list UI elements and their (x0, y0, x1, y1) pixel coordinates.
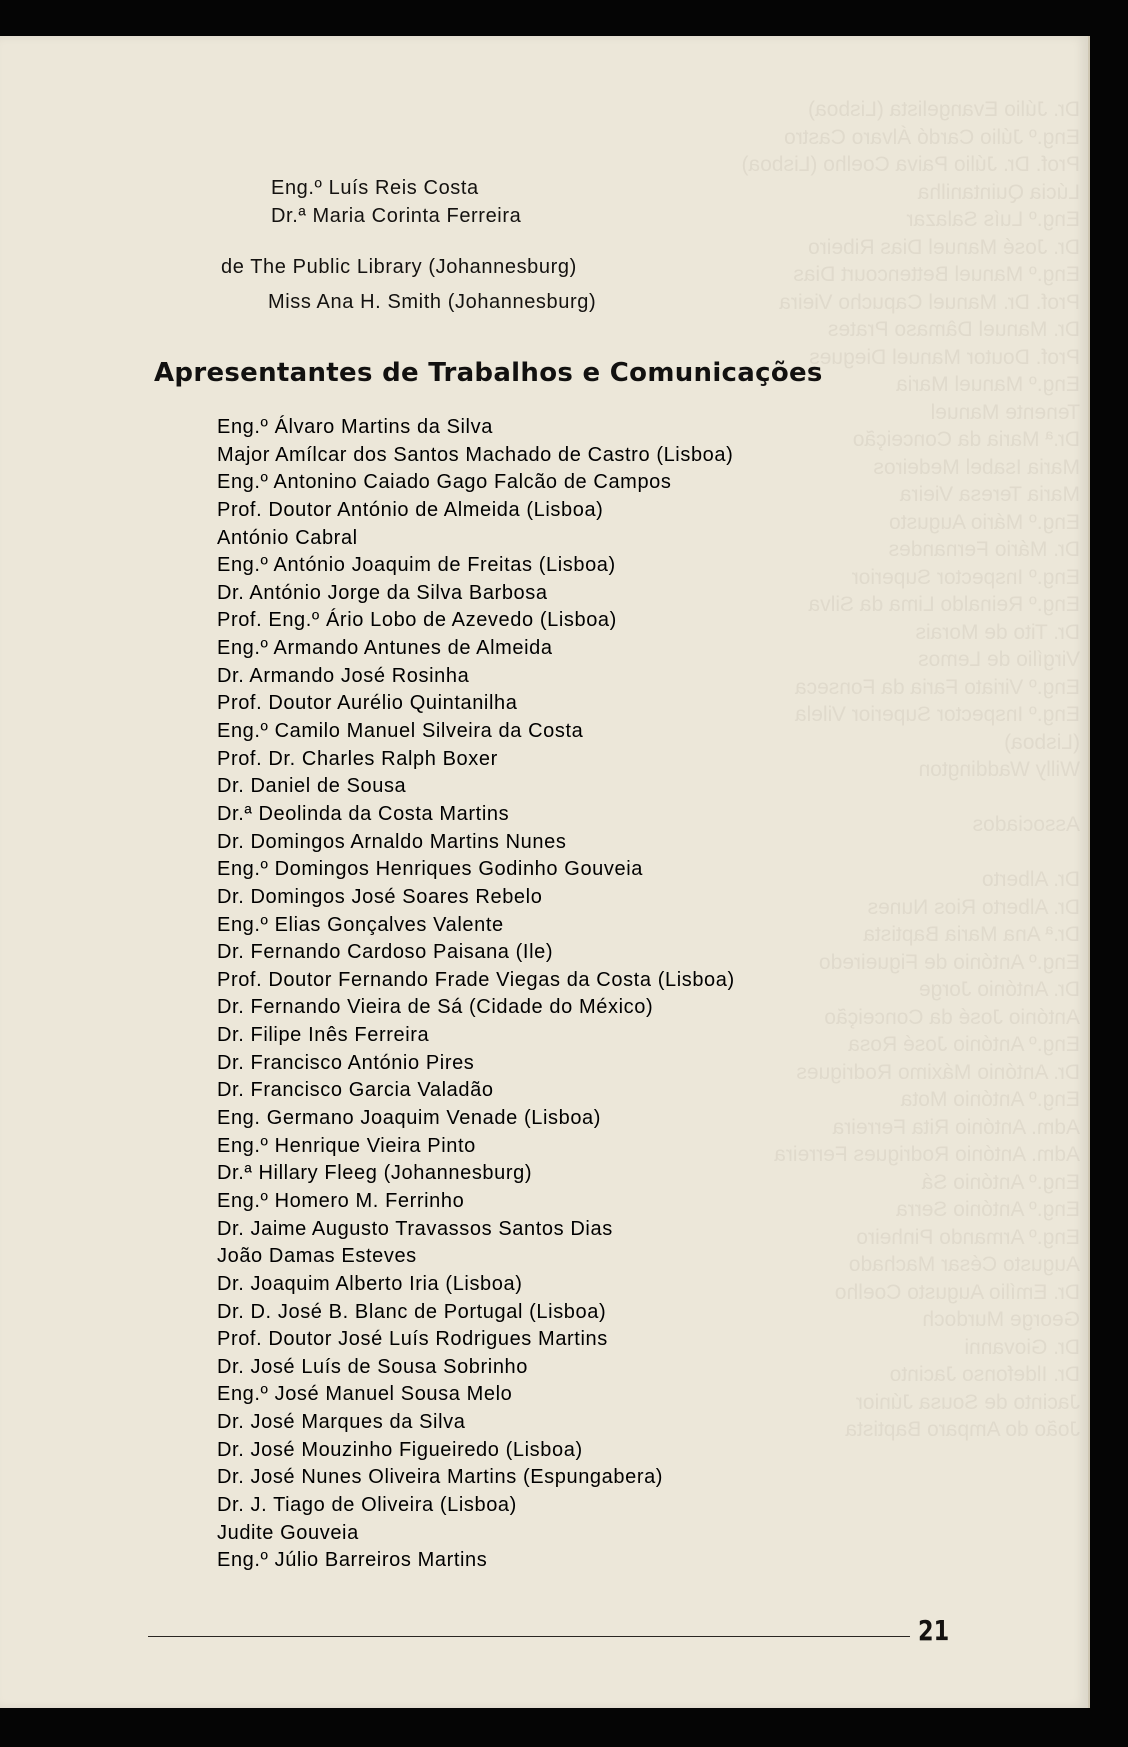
list-item: Dr. José Nunes Oliveira Martins (Espungabera) (217, 1466, 664, 1489)
footer-rule (148, 1636, 910, 1637)
list-item: Prof. Doutor António de Almeida (Lisboa) (217, 498, 604, 521)
list-item: Dr. Francisco Garcia Valadão (217, 1079, 494, 1102)
list-item: Eng.º Camilo Manuel Silveira da Costa (217, 720, 584, 743)
header-line-4: Miss Ana H. Smith (Johannesburg) (268, 291, 597, 313)
list-item: Dr. Francisco António Pires (217, 1051, 475, 1074)
show-through-text: Dr. Júlio Evangelista (Lisboa) Eng.º Júlio Cardó Álvaro Castro Prof. Dr. Júlio Paiva Coelho (Lisboa) Lúcia Quintanilha Eng.º Luís Salazar Dr. José Manuel Dias Ribeiro Eng.º Manuel Bettencourt Dias Prof. Dr. Manuel Capucho Vieira Dr. Manuel Dâmaso Prates Prof. Doutor Manuel Diegues Eng.º Manuel Maria Tenente Manuel Dr.ª Maria da Conceição Maria Isabel Medeiros Maria Teresa Vieira Eng.º Mário Augusto Dr. Mário Fernandes Eng.º Inspector Superior Eng.º Reinaldo Lima da Silva Dr. Tito de Morais Virgílio de Lemos Eng.º Viriato Faria da Fonseca Eng.º Inspector Superior Vilela (Lisboa) Willy Waddington Associados Dr. Alberto Dr. Alberto Rios Nunes Dr.ª Ana Maria Baptista Eng.º António de Figueiredo Dr. António Jorge António José da Conceição Eng.º António José Rosa Dr. António Máximo Rodrigues Eng.º António Mota Adm. António Rita Ferreira Adm. António Rodrigues Ferreira Eng.º António Sá Eng.º António Serra Eng.º Armando Pinheiro Augusto César Machado Dr. Emílio Augusto Coelho George Murdoch Dr. Giovanni Dr. Ildefonso Jacinto Jacinto de Sousa Júnior João do Amparo Baptista (741, 98, 1080, 1441)
list-item: Dr. Daniel de Sousa (217, 775, 407, 798)
header-line-3: de The Public Library (Johannesburg) (221, 256, 577, 278)
list-item: Dr. Domingos José Soares Rebelo (217, 885, 543, 908)
list-item: Prof. Doutor Aurélio Quintanilha (217, 692, 518, 715)
list-item: Prof. Doutor José Luís Rodrigues Martins (217, 1328, 608, 1351)
list-item: Prof. Dr. Charles Ralph Boxer (217, 747, 498, 770)
list-item: Eng.º Armando Antunes de Almeida (217, 637, 553, 660)
list-item: Dr. António Jorge da Silva Barbosa (217, 581, 548, 604)
document-page (0, 36, 1090, 1708)
presenters-list (217, 414, 735, 1575)
list-item: Dr. J. Tiago de Oliveira (Lisboa) (217, 1493, 517, 1516)
list-item: Eng.º António Joaquim de Freitas (Lisboa) (217, 554, 616, 577)
list-item: Dr. D. José B. Blanc de Portugal (Lisboa) (217, 1300, 607, 1323)
list-item: Eng.º Antonino Caiado Gago Falcão de Campos (217, 471, 672, 494)
list-item: Dr.ª Deolinda da Costa Martins (217, 802, 510, 825)
list-item: Dr. Armando José Rosinha (217, 664, 470, 687)
section-heading: Apresentantes de Trabalhos e Comunicações (154, 358, 823, 388)
list-item: João Damas Esteves (217, 1245, 417, 1268)
list-item: Dr. Filipe Inês Ferreira (217, 1024, 430, 1047)
list-item: Dr. Fernando Cardoso Paisana (Ile) (217, 941, 554, 964)
list-item: Eng.º José Manuel Sousa Melo (217, 1383, 513, 1406)
list-item: Major Amílcar dos Santos Machado de Castro (Lisboa) (217, 443, 734, 466)
list-item: Eng.º Elias Gonçalves Valente (217, 913, 504, 936)
header-line-1: Eng.º Luís Reis Costa (271, 177, 479, 199)
list-item: Dr. Joaquim Alberto Iria (Lisboa) (217, 1272, 523, 1295)
list-item: Dr. Jaime Augusto Travassos Santos Dias (217, 1217, 613, 1240)
header-line-2: Dr.ª Maria Corinta Ferreira (271, 205, 522, 227)
list-item: Dr. José Marques da Silva (217, 1411, 466, 1434)
list-item: Dr.ª Hillary Fleeg (Johannesburg) (217, 1162, 533, 1185)
list-item: Judite Gouveia (217, 1521, 359, 1544)
list-item: Prof. Eng.º Ário Lobo de Azevedo (Lisboa) (217, 609, 617, 632)
list-item: Prof. Doutor Fernando Frade Viegas da Costa (Lisboa) (217, 968, 735, 991)
list-item: Eng.º Homero M. Ferrinho (217, 1189, 465, 1212)
list-item: Eng.º Júlio Barreiros Martins (217, 1549, 488, 1572)
list-item: Eng.º Henrique Vieira Pinto (217, 1134, 476, 1157)
list-item: Dr. Domingos Arnaldo Martins Nunes (217, 830, 567, 853)
page-number: 21 (918, 1614, 950, 1647)
list-item: Eng.º Domingos Henriques Godinho Gouveia (217, 858, 643, 881)
list-item: Dr. Fernando Vieira de Sá (Cidade do México) (217, 996, 654, 1019)
list-item: Eng. Germano Joaquim Venade (Lisboa) (217, 1107, 602, 1130)
list-item: Dr. José Mouzinho Figueiredo (Lisboa) (217, 1438, 583, 1461)
list-item: Dr. José Luís de Sousa Sobrinho (217, 1355, 529, 1378)
list-item: Eng.º Álvaro Martins da Silva (217, 416, 493, 438)
list-item: António Cabral (217, 526, 358, 549)
